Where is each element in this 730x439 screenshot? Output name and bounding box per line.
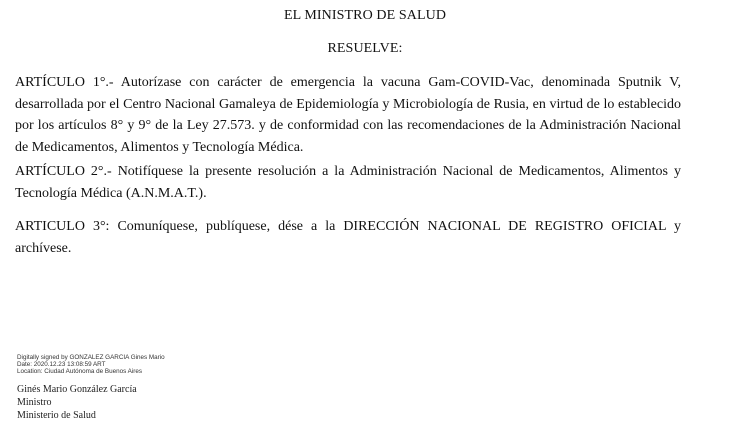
- article-3: ARTICULO 3°: Comuníquese, publíquese, dése a la DIRECCIÓN NACIONAL DE REGISTRO OFICIAL y archívese.: [15, 219, 681, 256]
- signer-name: Ginés Mario González García: [17, 384, 137, 395]
- resolution-label: RESUELVE:: [327, 41, 403, 56]
- signer-role: Ministro: [17, 397, 52, 408]
- digital-signature-line: Digitally signed by GONZALEZ GARCIA Gines Mario: [17, 354, 165, 361]
- signature-location: Location: Ciudad Autónoma de Buenos Aires: [17, 368, 142, 375]
- signature-date: Date: 2020.12.23 13:08:59 ART: [17, 361, 106, 368]
- document-heading: EL MINISTRO DE SALUD: [283, 8, 447, 23]
- signer-office: Ministerio de Salud: [17, 410, 96, 421]
- article-1: ARTÍCULO 1°.- Autorízase con carácter de emergencia la vacuna Gam-COVID-Vac, denominada Sputnik V, desarrollada por el Centro Nacional Gamaleya de Epidemiología y Microbiología de Rusia, en virtud de lo establecido por los artículos 8° y 9° de la Ley 27.573. y de conformidad con las recomendaciones de la Administración Nacional de Medicamentos, Alimentos y Tecnología Médica.: [15, 75, 681, 155]
- article-2: ARTÍCULO 2°.- Notifíquese la presente resolución a la Administración Nacional de Medicamentos, Alimentos y Tecnología Médica (A.N.M.A.T.).: [15, 164, 681, 201]
